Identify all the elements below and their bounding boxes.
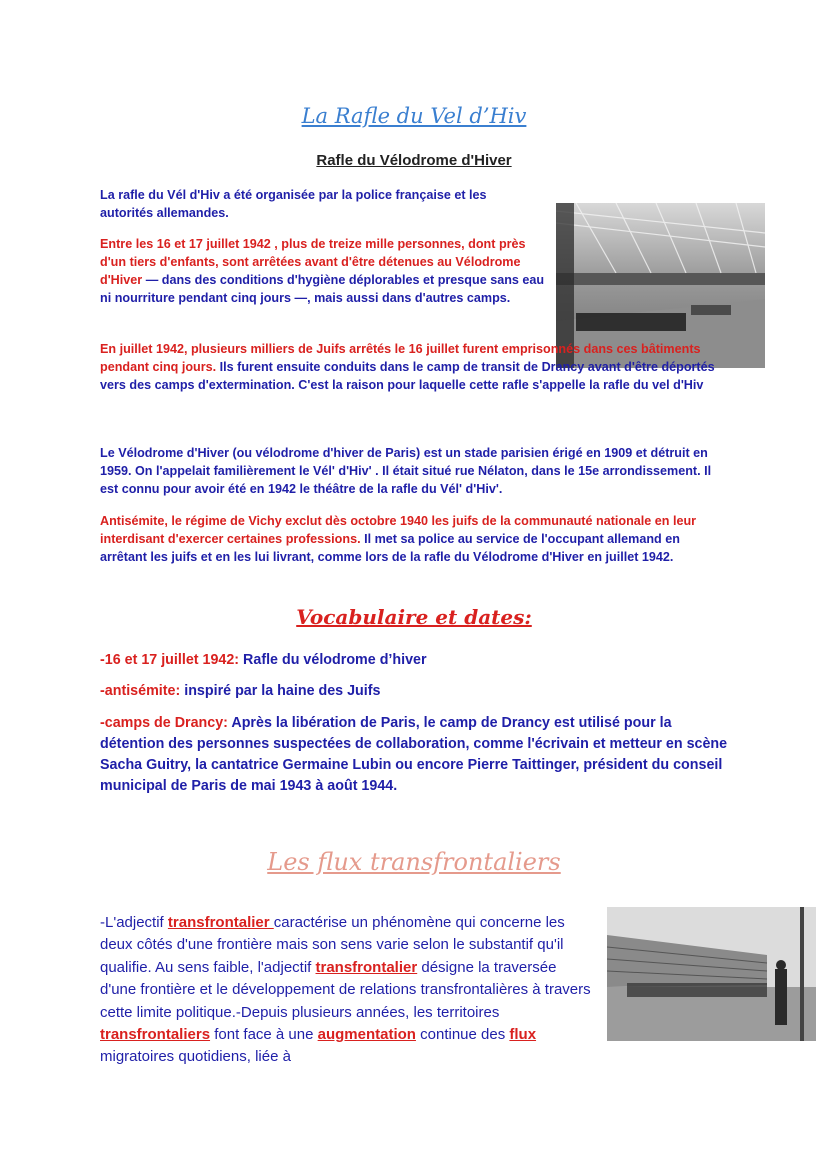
vocab-term: -camps de Drancy: <box>100 715 228 731</box>
crossborder-text: caractérise un phénomène qui concerne les deux côtés d'une frontière mais son sens varie selon le substantif qu'il qualifie. Au sens faible, l'adjectif <box>100 914 565 976</box>
keyword-flux: flux <box>509 1026 537 1044</box>
vocab-title: Vocabulaire et dates: <box>296 605 532 629</box>
vocab-definition: inspiré par la haine des Juifs <box>180 683 381 699</box>
crossborder-text: -L'adjectif <box>100 914 168 931</box>
velodrome-paragraph: Le Vélodrome d'Hiver (ou vélodrome d'hiver de Paris) est un stade parisien érigé en 1909 et détruit en 1959. On l'appelait familièrement le Vél' d'Hiv' . Il était situé rue Nélaton, dans le 15e arrondissement. Il est connu pour avoir été en 1942 le théâtre de la rafle du Vél' d'Hiv'. <box>100 446 712 496</box>
keyword-transfrontalier: transfrontalier <box>315 958 418 976</box>
keyword-transfrontalier: transfrontalier <box>167 914 274 931</box>
vocab-item-antisemite <box>100 681 730 702</box>
vocab-item-date <box>100 650 730 671</box>
keyword-transfrontaliers: transfrontaliers <box>100 1026 211 1044</box>
vocab-definition: Rafle du vélodrome d’hiver <box>239 652 427 668</box>
crossborder-text: désigne la traversée d'une frontière et le développement de relations transfrontalières à travers cette limite politique.-Depuis plusieurs années, les territoires <box>100 958 591 1021</box>
subtitle: Rafle du Vélodrome d'Hiver <box>316 152 512 169</box>
photo-drancy-camp <box>607 907 816 1041</box>
vocab-term: -antisémite: <box>100 683 181 699</box>
roundup-blue-text: — dans des conditions d'hygiène déplorables et presque sans eau ni nourriture pendant cinq jours —, mais aussi dans d'autres camps. <box>100 273 545 305</box>
roundup-red-text: Entre les 16 et 17 juillet 1942 , plus de treize mille personnes, dont près d'un tiers d'enfants, sont arrêtées avant d'être détenues au Vélodrome d'Hiver <box>100 237 526 287</box>
roundup-paragraph <box>100 235 552 307</box>
vocab-definition: Après la libération de Paris, le camp de Drancy est utilisé pour la détention des personnes suspectées de collaboration, comme l'écrivain et metteur en scène Sacha Guitry, la cantatrice Germaine Lubin ou encore Pierre Taittinger, président du conseil municipal de Paris de mai 1943 à août 1944. <box>100 715 728 794</box>
drancy-blue-text: Ils furent ensuite conduits dans le camp de transit de Drancy avant d'être déportés vers des camps d'extermination. C'est la raison pour laquelle cette rafle s'appelle la rafle du vel d'Hiv <box>100 360 715 392</box>
page-title: La Rafle du Vel d’Hiv <box>301 104 527 128</box>
section2-title: Les flux transfrontaliers <box>267 848 561 876</box>
vocab-term: -16 et 17 juillet 1942: <box>100 652 240 668</box>
keyword-augmentation: augmentation <box>317 1026 416 1044</box>
vichy-paragraph <box>100 512 726 566</box>
intro-paragraph: La rafle du Vél d'Hiv a été organisée par la police française et les autorités allemandes. <box>100 188 487 220</box>
crossborder-text: font face à une <box>210 1026 318 1044</box>
vichy-blue-text: Il met sa police au service de l'occupant allemand en arrêtant les juifs et en les lui livrant, comme lors de la rafle du Vélodrome d'Hiver en juillet 1942. <box>100 532 680 564</box>
vichy-red-text: Antisémite, le régime de Vichy exclut dès octobre 1940 les juifs de la communauté nationale en leur interdisant d'exercer certaines professions. <box>100 514 697 546</box>
crossborder-text: migratoires quotidiens, liée à <box>100 1048 291 1066</box>
vocab-item-drancy <box>100 713 730 797</box>
drancy-red-text: En juillet 1942, plusieurs milliers de Juifs arrêtés le 16 juillet furent emprisonnés dans ces bâtiments pendant cinq jours. <box>100 342 701 374</box>
crossborder-text: continue des <box>415 1026 510 1044</box>
crossborder-paragraph <box>100 912 596 1069</box>
drancy-paragraph <box>100 340 726 394</box>
